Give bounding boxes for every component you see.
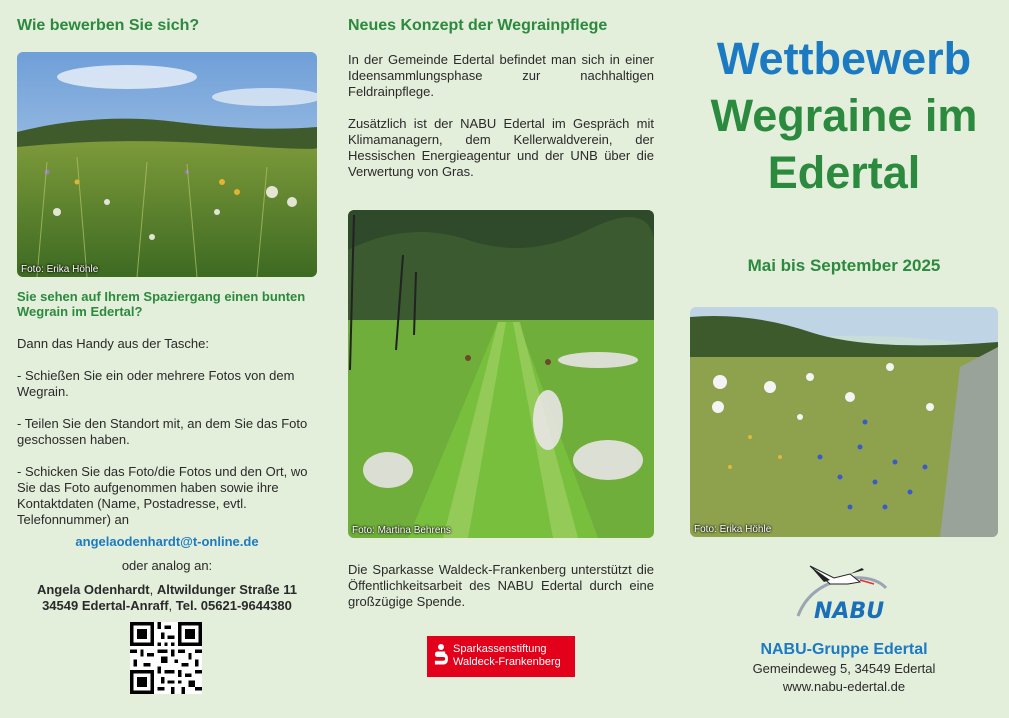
sparkasse-s-icon (434, 644, 448, 668)
sponsor-paragraph: Die Sparkasse Waldeck-Frankenberg unterstützt die Öffentlichkeitsarbeit des NABU Edertal durch eine großzügige Spende. (348, 562, 654, 609)
step-2: - Teilen Sie den Standort mit, an dem Sie das Foto geschossen haben. (17, 416, 308, 447)
right-column (690, 0, 998, 718)
photo-credit: Foto: Erika Höhle (694, 524, 772, 535)
sponsor-name-line1: Sparkassenstiftung (453, 643, 547, 655)
or-analog-label: oder analog an: (121, 558, 213, 573)
left-column (17, 0, 317, 718)
step-1: - Schießen Sie ein oder mehrere Fotos von dem Wegrain. (17, 368, 295, 399)
nabu-logo (790, 556, 900, 628)
concept-text (348, 52, 654, 196)
nabu-wordmark: NABU (814, 599, 885, 624)
contact-name: Angela Odenhardt (36, 582, 150, 597)
middle-column (348, 0, 654, 718)
photo-credit: Foto: Erika Höhle (21, 264, 99, 275)
contact-street: Altwildunger Straße 11 (156, 582, 298, 597)
wildflower-image (690, 307, 998, 537)
sponsor-name-line2: Waldeck-Frankenberg (453, 656, 561, 668)
instructions (17, 336, 317, 544)
organization-name: NABU-Gruppe Edertal (760, 641, 928, 658)
step-3: - Schicken Sie das Foto/die Fotos und den Ort, wo Sie das Foto aufgenommen haben sowie ihre Kontaktdaten (Name, Postadresse, evtl. Telefonnummer) an (17, 464, 308, 527)
concept-paragraph-1: In der Gemeinde Edertal befindet man sich in einer Ideensammlungsphase zur nachhaltigen Feldrainpflege. (348, 52, 654, 99)
title-line-3: Edertal (767, 147, 921, 198)
subheading-colorful-wayside: Sie sehen auf Ihrem Spaziergang einen bunten Wegrain im Edertal? (17, 289, 306, 319)
contact-block (17, 534, 317, 614)
contact-phone: Tel. 05621-9644380 (175, 598, 292, 613)
meadow-image (17, 52, 317, 277)
qr-code (130, 622, 202, 694)
wildflower-photo (690, 307, 998, 537)
meadow-path-photo (348, 210, 654, 538)
heading-new-concept: Neues Konzept der Wegrainpflege (348, 17, 608, 34)
stork-logo-icon (790, 556, 900, 628)
title-line-2: Wegraine im (710, 90, 978, 141)
sparkasse-logo (427, 636, 575, 677)
contact-city: 34549 Edertal-Anraff (42, 598, 169, 613)
campaign-dates: Mai bis September 2025 (747, 256, 941, 275)
organization-website-link[interactable]: www.nabu-edertal.de (782, 679, 906, 694)
organization-address: Gemeindeweg 5, 34549 Edertal (752, 661, 936, 676)
title-line-1: Wettbewerb (716, 33, 972, 84)
heading-how-to-apply: Wie bewerben Sie sich? (17, 17, 200, 34)
main-title (690, 30, 998, 201)
concept-paragraph-2: Zusätzlich ist der NABU Edertal im Gespräch mit Klimamanagern, dem Kellerwaldverein, der Hessischen Energieagentur und der UNB über die Verwertung von Gras. (348, 116, 654, 179)
sponsor-text (348, 562, 654, 626)
contact-email-link[interactable]: angelaodenhardt@t-online.de (75, 534, 259, 549)
postal-address-line2: 34549 Edertal-Anraff, Tel. 05621-9644380 (42, 598, 292, 613)
photo-credit: Foto: Martina Behrens (352, 525, 451, 536)
meadow-photo-1 (17, 52, 317, 277)
meadow-path-image (348, 210, 654, 538)
instructions-intro: Dann das Handy aus der Tasche: (17, 336, 209, 351)
qr-code-icon (130, 622, 202, 694)
postal-address-line1: Angela Odenhardt, Altwildunger Straße 11 (36, 582, 298, 597)
